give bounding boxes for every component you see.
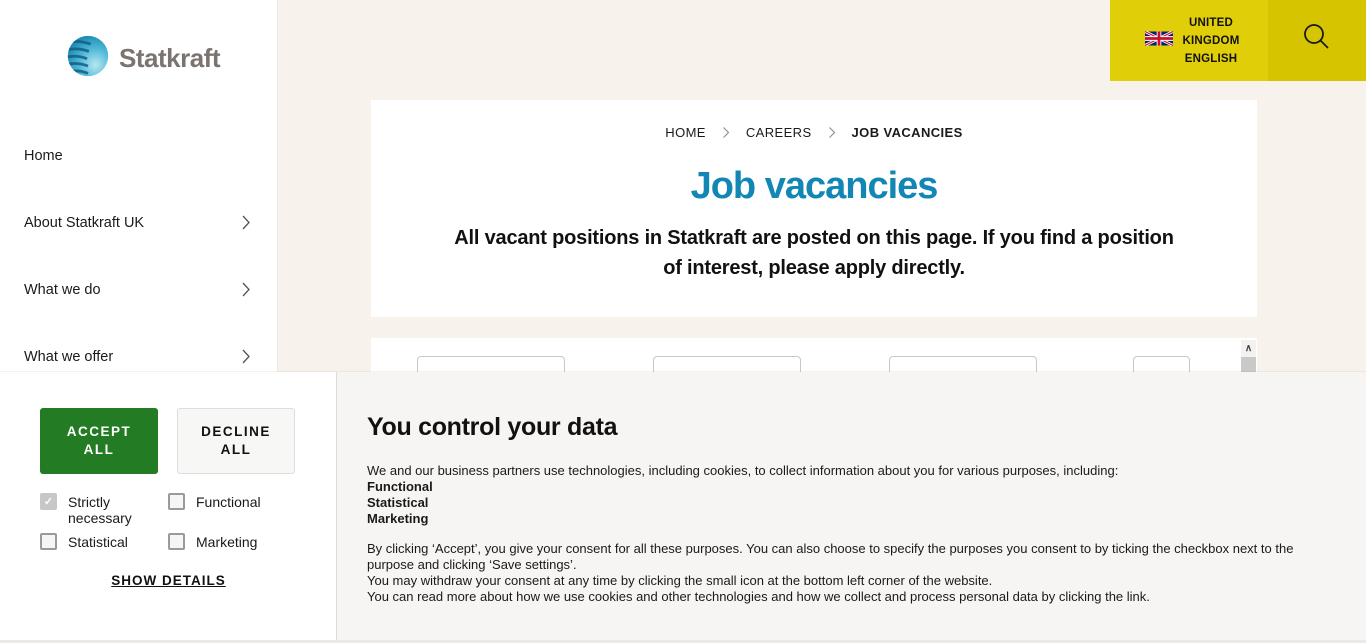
consent-info-intro: We and our business partners use technologies, including cookies, to collect information about you for various purposes, including: <box>367 463 1119 478</box>
consent-info-title: You control your data <box>367 413 618 441</box>
consent-buttons <box>40 408 295 474</box>
consent-info-panel <box>337 372 1366 640</box>
checkbox-label: Strictly necessary <box>68 494 132 526</box>
show-details-link[interactable]: SHOW DETAILS <box>111 573 226 588</box>
consent-paragraph: By clicking ‘Accept’, you give your consent for all these purposes. You can also choose to specify the purposes you consent to by ticking the checkbox next to the purpose and clicking ‘Save settings’. <box>367 541 1294 572</box>
consent-purpose-statistical: Statistical <box>367 495 429 510</box>
chevron-right-icon <box>828 126 836 139</box>
search-icon <box>1299 20 1335 61</box>
cookie-consent-banner <box>0 372 1366 643</box>
checkbox-label: Marketing <box>196 534 258 550</box>
chevron-right-icon <box>241 281 251 298</box>
search-button[interactable] <box>1268 0 1366 81</box>
consent-category-checkboxes <box>40 493 261 550</box>
checkbox-functional[interactable] <box>168 493 261 526</box>
consent-paragraph: You can read more about how we use cookies and other technologies and how we collect and process personal data by clicking the link. <box>367 589 1150 604</box>
scrollbar-thumb[interactable] <box>1241 357 1256 372</box>
chevron-right-icon <box>722 126 730 139</box>
accept-all-button[interactable]: ACCEPT ALL <box>40 408 158 474</box>
sidebar-item-label: Home <box>24 147 63 164</box>
statkraft-globe-icon <box>66 34 110 83</box>
sidebar-item-label: What we offer <box>24 348 114 365</box>
logo-wordmark: Statkraft <box>119 43 220 73</box>
consent-paragraph: You may withdraw your consent at any time by clicking the small icon at the bottom left corner of the website. <box>367 573 993 588</box>
consent-purpose-functional: Functional <box>367 479 433 494</box>
chevron-right-icon <box>241 348 251 365</box>
language-label: UNITED KINGDOM ENGLISH <box>1182 16 1240 65</box>
page-intro: All vacant positions in Statkraft are posted on this page. If you find a position of interest, please apply directly. <box>454 227 1174 279</box>
job-filters-card <box>371 338 1257 372</box>
breadcrumb-home[interactable]: HOME <box>665 125 706 140</box>
sidebar-item-about-statkraft-uk[interactable] <box>0 189 277 256</box>
page-header-card <box>371 100 1257 317</box>
page-title: Job vacancies <box>690 165 938 207</box>
scroll-up-arrow-icon[interactable]: ∧ <box>1241 340 1256 357</box>
show-details-container <box>0 572 337 590</box>
sidebar-nav <box>0 122 277 390</box>
language-selector[interactable] <box>1110 0 1268 81</box>
checked-checkbox-icon[interactable]: ✓ <box>40 493 57 510</box>
uk-flag-icon <box>1145 31 1173 51</box>
vertical-scrollbar[interactable] <box>1241 340 1256 372</box>
statkraft-logo[interactable] <box>66 34 220 83</box>
unchecked-checkbox-icon[interactable] <box>40 533 57 550</box>
checkbox-marketing[interactable] <box>168 533 261 550</box>
checkbox-strictly-necessary[interactable] <box>40 493 168 526</box>
breadcrumb <box>371 125 1257 140</box>
sidebar-item-home[interactable] <box>0 122 277 189</box>
sidebar-item-what-we-do[interactable] <box>0 256 277 323</box>
consent-controls-panel <box>0 372 337 640</box>
unchecked-checkbox-icon[interactable] <box>168 493 185 510</box>
breadcrumb-job-vacancies: JOB VACANCIES <box>851 125 963 140</box>
sidebar-item-label: What we do <box>24 281 101 298</box>
sidebar-item-label: About Statkraft UK <box>24 214 145 231</box>
checkbox-label: Functional <box>196 494 261 510</box>
top-banner <box>1110 0 1366 81</box>
chevron-right-icon <box>241 214 251 231</box>
unchecked-checkbox-icon[interactable] <box>168 533 185 550</box>
breadcrumb-careers[interactable]: CAREERS <box>745 125 812 140</box>
checkbox-label: Statistical <box>68 534 128 550</box>
consent-purpose-marketing: Marketing <box>367 511 429 526</box>
checkbox-statistical[interactable] <box>40 533 168 550</box>
decline-all-button[interactable]: DECLINE ALL <box>177 408 295 474</box>
